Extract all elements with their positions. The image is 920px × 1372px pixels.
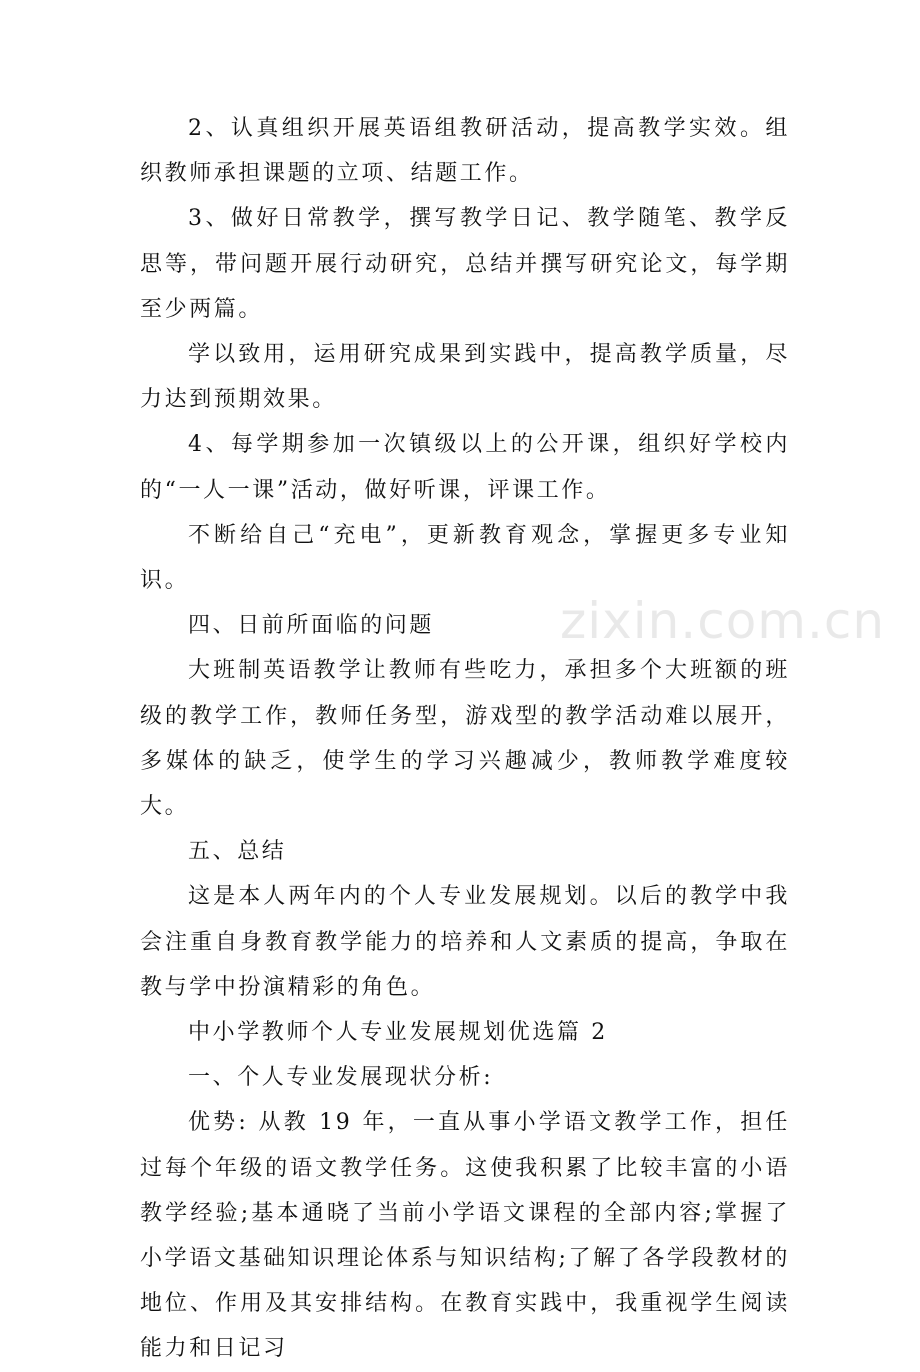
paragraph-item-4-open-class: 4、每学期参加一次镇级以上的公开课，组织好学校内的“一人一课”活动，做好听课，评课工作。	[140, 432, 790, 503]
paragraph-summary: 这是本人两年内的个人专业发展规划。以后的教学中我会注重自身教育教学能力的培养和人文素质的提高，争取在教与学中扮演精彩的角色。	[140, 884, 790, 1000]
paragraph-strengths: 优势: 从教 19 年，一直从事小学语文教学工作，担任过每个年级的语文教学任务。这使我积累了比较丰富的小语教学经验;基本通晓了当前小学语文课程的全部内容;掌握了小学语文基础知识理论体系与知识结构;了解了各学段教材的地位、作用及其安排结构。在教育实践中，我重视学生阅读能力和日记习	[140, 1110, 790, 1362]
paragraph-item-2-teaching-research: 2、认真组织开展英语组教研活动，提高教学实效。组织教师承担课题的立项、结题工作。	[140, 116, 790, 187]
paragraph-self-recharge: 不断给自己“充电”，更新教育观念，掌握更多专业知识。	[140, 522, 790, 594]
section-heading-current-problems: 四、日前所面临的问题	[188, 613, 435, 639]
paragraph-large-class-problems: 大班制英语教学让教师有些吃力，承担多个大班额的班级的教学工作，教师任务型，游戏型的教学活动难以展开，多媒体的缺乏，使学生的学习兴趣减少，教师教学难度较大。	[140, 658, 790, 820]
section-heading-summary: 五、总结	[188, 839, 287, 865]
paragraph-apply-research: 学以致用，运用研究成果到实践中，提高教学质量，尽力达到预期效果。	[140, 342, 790, 413]
article-title-part-2: 中小学教师个人专业发展规划优选篇 2	[188, 1020, 608, 1046]
document-body	[140, 106, 790, 1372]
paragraph-item-3-daily-teaching: 3、做好日常教学，撰写教学日记、教学随笔、教学反思等，带问题开展行动研究，总结并撰写研究论文，每学期至少两篇。	[140, 206, 790, 322]
section-heading-status-analysis: 一、个人专业发展现状分析:	[188, 1065, 494, 1091]
watermark-logo: zixin.com.cn	[560, 592, 886, 650]
